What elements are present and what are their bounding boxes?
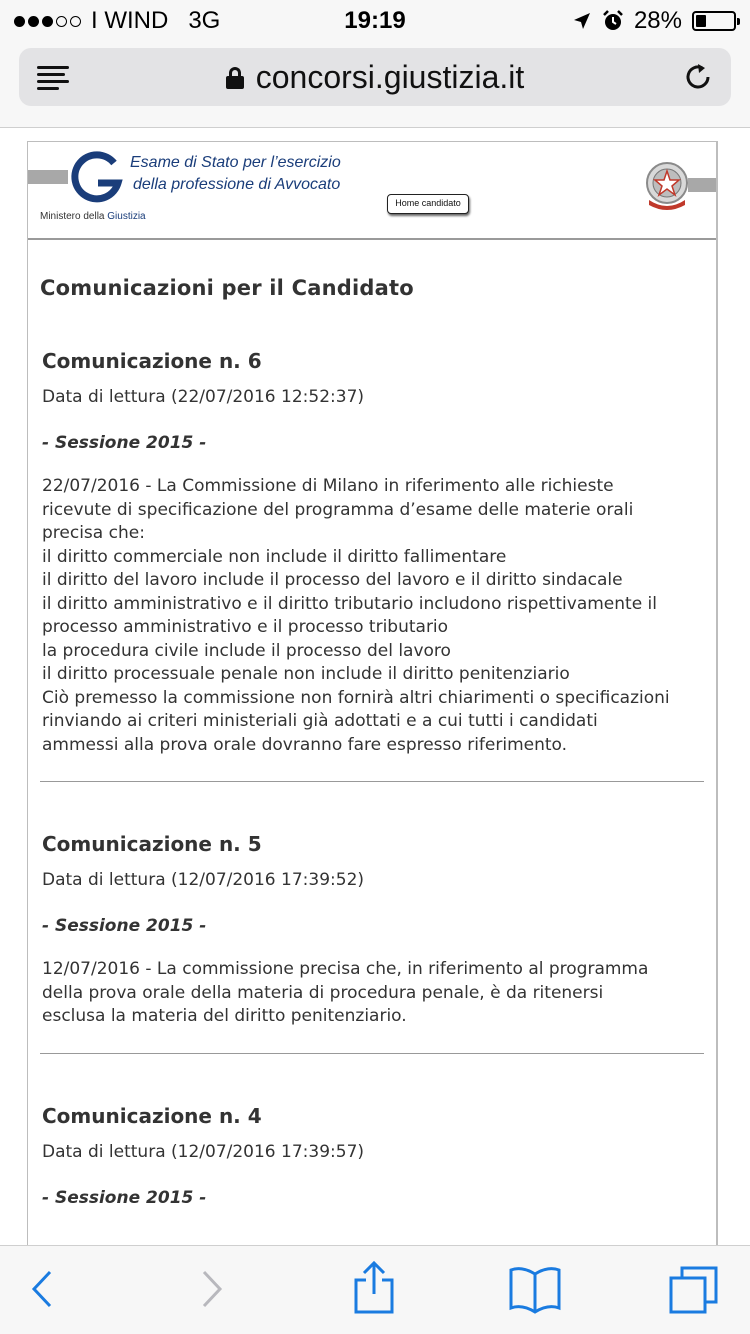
communication-read-date: Data di lettura (22/07/2016 12:52:37) (42, 387, 365, 407)
communication-body-line: ammessi alla prova orale dovranno fare espresso riferimento. (42, 734, 568, 755)
back-icon[interactable] (28, 1264, 58, 1314)
communication-read-date: Data di lettura (12/07/2016 17:39:52) (42, 870, 365, 890)
browser-header (0, 40, 750, 128)
carrier-name: I WIND (91, 7, 169, 34)
banner-stripe-right (688, 178, 716, 192)
status-bar (0, 0, 750, 40)
communication-body-line: esclusa la materia del diritto penitenziario. (42, 1006, 407, 1026)
home-candidate-button[interactable]: Home candidato (387, 194, 469, 214)
ministry-label: Ministero della Giustizia (40, 211, 146, 222)
battery-icon (692, 11, 736, 31)
communication-body-line: della prova orale della materia di procedura penale, è da ritenersi (42, 982, 604, 1003)
forward-icon[interactable] (196, 1264, 226, 1314)
address-bar[interactable] (19, 48, 731, 106)
exam-title: Esame di Stato per l’esercizio della professione di Avvocato (130, 154, 341, 193)
battery-percent: 28% (633, 7, 682, 34)
communication-body-line: il diritto commerciale non include il diritto fallimentare (42, 546, 507, 567)
communication-body (42, 958, 702, 1029)
location-icon (572, 11, 592, 31)
communication-read-date: Data di lettura (12/07/2016 17:39:57) (42, 1141, 365, 1162)
communication-item (40, 349, 704, 757)
communication-item (40, 832, 704, 1029)
communication-title: Comunicazione n. 5 (42, 832, 262, 856)
communication-body-line: il diritto del lavoro include il processo del lavoro e il diritto sindacale (42, 570, 623, 590)
communication-body-line: precisa che: (42, 523, 145, 543)
banner-stripe-left (28, 170, 68, 184)
ministry-g-logo-icon (68, 150, 124, 206)
communication-session: - Sessione 2015 - (42, 916, 207, 936)
communication-body-line: ricevute di specificazione del programma d’esame delle materie orali (42, 499, 634, 520)
communication-session: - Sessione 2015 - (42, 1187, 207, 1208)
communication-item (40, 1104, 704, 1208)
communication-body-line: la procedura civile include il processo del lavoro (42, 640, 451, 661)
tabs-icon[interactable] (668, 1264, 720, 1316)
browser-toolbar (0, 1245, 750, 1334)
italian-emblem-icon (644, 160, 690, 212)
communication-body-line: processo amministrativo e il processo tributario (42, 617, 449, 637)
share-icon[interactable] (352, 1260, 396, 1316)
web-page (27, 141, 718, 1245)
reload-icon[interactable] (683, 62, 713, 92)
communication-body-line: 12/07/2016 - La commissione precisa che, in riferimento al programma (42, 959, 649, 979)
communication-body (42, 475, 702, 757)
url-text: concorsi.giustizia.it (255, 59, 525, 95)
network-type: 3G (188, 7, 221, 34)
communication-body-line: il diritto processuale penale non include il diritto penitenziario (42, 664, 570, 684)
communication-body-line: il diritto amministrativo e il diritto tributario includono rispettivamente il (42, 593, 658, 614)
communication-title: Comunicazione n. 6 (42, 349, 262, 373)
communication-body-line: rinviando ai criteri ministeriali già adottati e a cui tutti i candidati (42, 711, 598, 731)
communication-title: Comunicazione n. 4 (42, 1103, 262, 1128)
url-text-container[interactable] (19, 59, 731, 96)
clock: 19:19 (344, 7, 406, 34)
communication-divider (40, 781, 704, 782)
lock-icon (226, 67, 244, 89)
alarm-icon (602, 10, 624, 32)
bookmarks-icon[interactable] (508, 1266, 562, 1314)
site-banner (28, 142, 716, 240)
communication-body-line: Ciò premesso la commissione non fornirà altri chiarimenti o specificazioni (42, 687, 670, 708)
communication-body-line: 22/07/2016 - La Commissione di Milano in riferimento alle richieste (42, 476, 614, 496)
status-icons (572, 7, 736, 35)
page-content (28, 276, 716, 1208)
page-title: Comunicazioni per il Candidato (40, 276, 414, 300)
communications-list (40, 349, 704, 1208)
communication-divider (40, 1053, 704, 1054)
communication-session: - Sessione 2015 - (42, 433, 207, 453)
